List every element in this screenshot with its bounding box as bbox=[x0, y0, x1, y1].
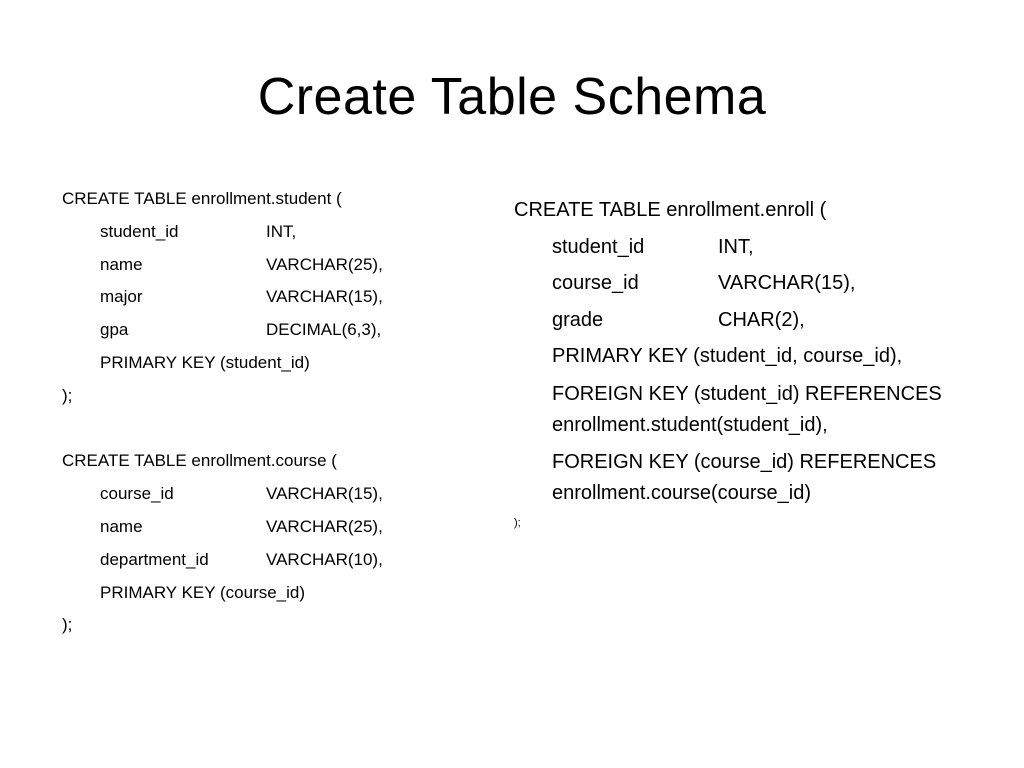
column-name: gpa bbox=[100, 320, 129, 340]
student-column-row bbox=[62, 252, 482, 285]
column-name: major bbox=[100, 287, 143, 307]
column-name: course_id bbox=[100, 484, 174, 504]
course-table-definition bbox=[62, 448, 482, 645]
column-name: department_id bbox=[100, 549, 209, 569]
student-table-header: CREATE TABLE enrollment.student ( bbox=[62, 189, 342, 208]
column-name: course_id bbox=[552, 272, 639, 295]
column-type: VARCHAR(10), bbox=[266, 549, 383, 569]
column-name: student_id bbox=[552, 235, 645, 258]
enroll-table-header: CREATE TABLE enrollment.enroll ( bbox=[514, 199, 827, 221]
course-table-closing: ); bbox=[62, 615, 73, 635]
column-name: student_id bbox=[100, 221, 179, 241]
column-name: name bbox=[100, 254, 143, 274]
student-table-definition bbox=[62, 186, 482, 416]
course-table-header: CREATE TABLE enrollment.course ( bbox=[62, 451, 337, 471]
spacer bbox=[62, 416, 482, 449]
enroll-column-row bbox=[514, 269, 994, 306]
student-column-row bbox=[62, 317, 482, 350]
column-type: INT, bbox=[266, 221, 297, 241]
left-column bbox=[62, 186, 482, 645]
student-primary-key: PRIMARY KEY (student_id) bbox=[100, 352, 310, 372]
student-table-closing: ); bbox=[62, 385, 73, 405]
enroll-table-closing: ); bbox=[514, 516, 521, 529]
column-name: name bbox=[100, 516, 143, 536]
student-column-row bbox=[62, 219, 482, 252]
slide-title: Create Table Schema bbox=[257, 68, 767, 126]
column-type: VARCHAR(25), bbox=[266, 254, 383, 274]
enroll-foreign-key-course: FOREIGN KEY (course_id) REFERENCES enrollment.course(course_id) bbox=[552, 450, 937, 504]
column-type: VARCHAR(15), bbox=[266, 287, 383, 307]
column-type: VARCHAR(25), bbox=[266, 516, 383, 536]
enroll-column-row bbox=[514, 306, 994, 343]
column-type: VARCHAR(15), bbox=[266, 484, 383, 504]
student-column-row bbox=[62, 284, 482, 317]
column-name: grade bbox=[552, 308, 604, 331]
course-primary-key: PRIMARY KEY (course_id) bbox=[100, 582, 306, 602]
enroll-table-definition bbox=[514, 196, 994, 533]
enroll-primary-key: PRIMARY KEY (student_id, course_id), bbox=[552, 345, 903, 368]
right-column bbox=[514, 196, 994, 533]
column-type: CHAR(2), bbox=[718, 308, 805, 331]
column-type: DECIMAL(6,3), bbox=[266, 320, 382, 340]
column-type: INT, bbox=[718, 235, 754, 258]
column-type: VARCHAR(15), bbox=[718, 272, 856, 295]
course-column-row bbox=[62, 547, 482, 580]
enroll-column-row bbox=[514, 233, 994, 270]
course-column-row bbox=[62, 514, 482, 547]
course-column-row bbox=[62, 481, 482, 514]
enroll-foreign-key-student: FOREIGN KEY (student_id) REFERENCES enrollment.student(student_id), bbox=[552, 382, 942, 436]
